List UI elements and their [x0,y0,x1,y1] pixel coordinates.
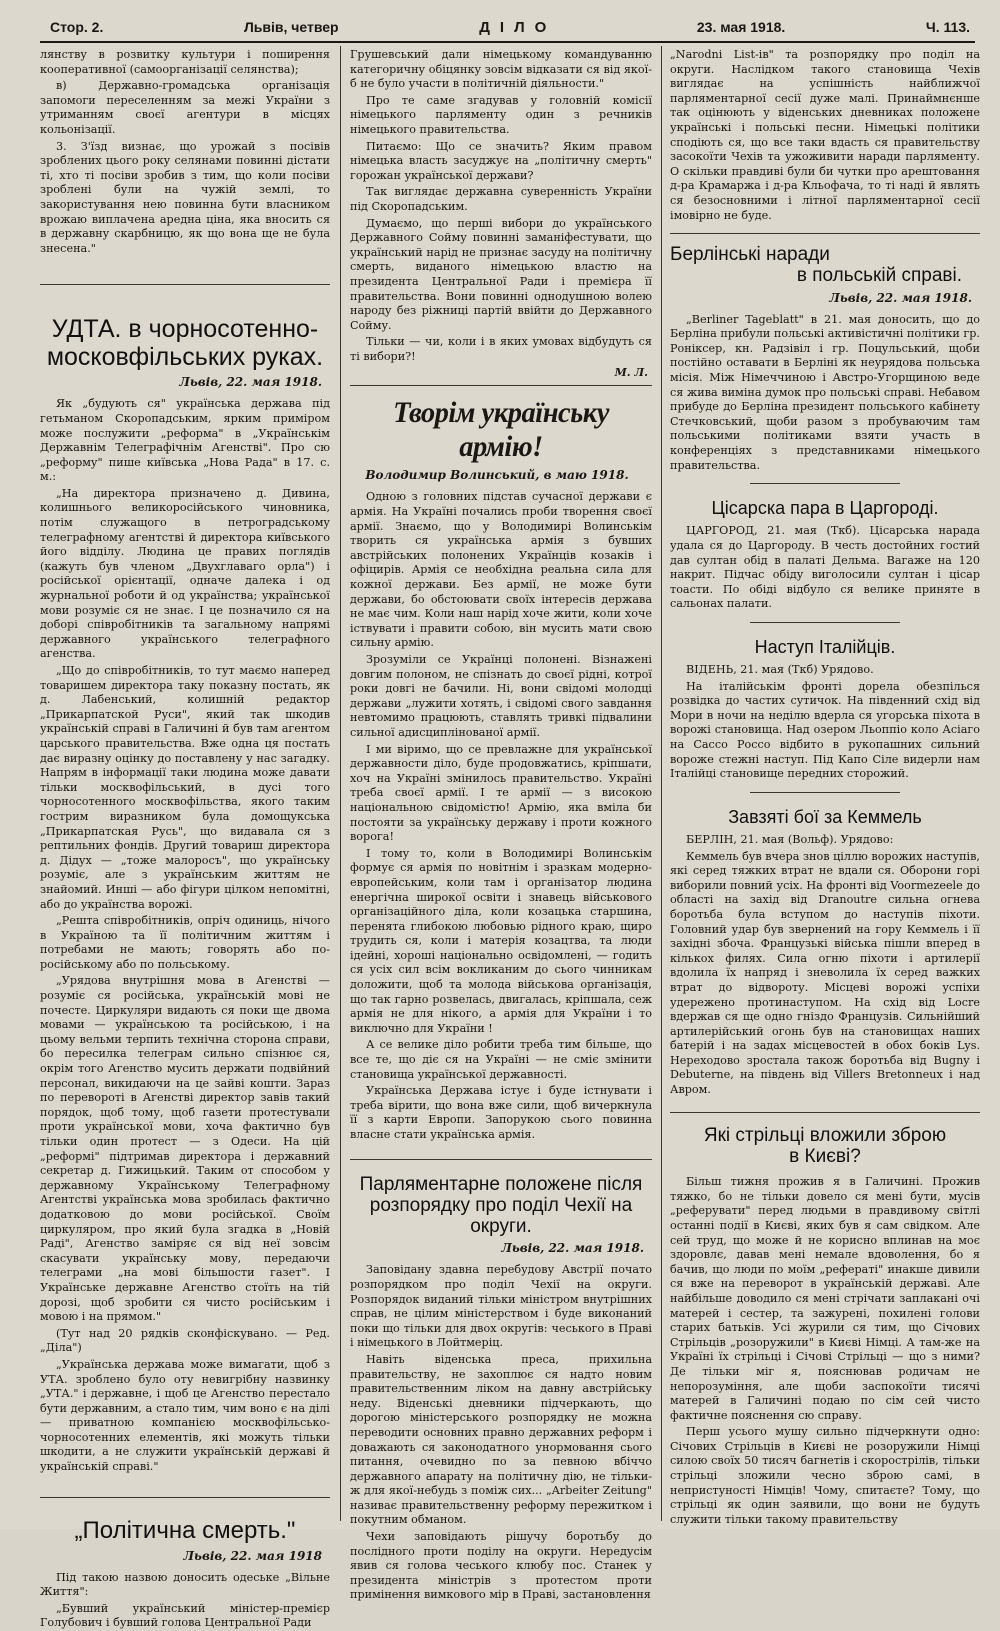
intro-paragraph: 3. З'їзд визнає, що урожай з посівів зроблених цього року селянами повинні дістати ті, хто ті посіви зробив з тим, що коли посіви зроблені були на чужій землі, то закористування нею повинна бути власником врожаю виплачена аредна ціна, яка вносить ся в державну скарбницю, як що вона ще не була знесена." [40,139,330,255]
italy-paragraph: ВІДЕНЬ, 21. мая (Ткб) Урядово. [686,663,874,677]
newspaper-title: ДІЛО [479,18,557,36]
column-2 [350,48,652,1602]
riflemen-headline: Які стрільці вложили зброю в Києві? [703,1124,947,1167]
parliament-dateline: Львів, 22. мая 1918. [501,1241,644,1256]
politics-paragraph: Грушевський дали німецькому командуванню категоричну обіцянку зовсім відказати ся від якої-б не було участи в політичній діяльности." [350,48,652,91]
political-death-paragraph: Під такою назвою доносить одеське „Вільне Життя": [40,1570,330,1599]
army-paragraph: А се велике діло робити треба тим більше, що все те, що діє ся на Україні — не сміє змінити становища української державності. [350,1038,652,1081]
article-separator [350,1159,652,1160]
army-headline: Творім українську армію! [393,396,609,464]
political-death-headline: „Політична смерть." [74,1516,296,1544]
article-separator [350,385,652,386]
udta-paragraph: Як „будують ся" українська держава під гетьманом Скоропадським, ярким приміром може послужити „реформа" в „Українськім Державнім Телеграфічнім Агенстві". Про сю „реформу" пише київська „Нова Рада" в 17. с. м.: [40,397,330,484]
italy-headline: Наступ Італійців. [754,636,896,657]
parliament-paragraph: Навіть віденська преса, прихильна правительству, не захоплює ся надто новим правительственним ліком на давну австрійську неду. Віденські дневники підчеркають, що дорогою міністерського розпорядку не можна переводити основних правно державних реформ і доважають ся законодатного унормовання сього питання, очевидно по за певною вбіччо державного апарату на політичну дію, не тільки-ж для якої-небудь з поміж сих... „Arbeiter Zeitung" називає правительственну реформу пережитком і покутним обманом. [350,1352,652,1527]
parliament-paragraph: Заповідану здавна перебудову Австрії почато розпорядком про поділ Чехії на округи. Розпорядок виданий тільки міністром внутрішних справ, не цілим міністерством і буде виконаний поки що тільки для двох округів: чеського в Праві і німецького в Лойтмеріц. [350,1263,652,1350]
column-3 [670,48,980,1526]
kemmel-paragraph: БЕРЛІН, 21. мая (Вольф). Урядово: [686,832,894,846]
udta-paragraph: „Що до співробітників, то тут маємо наперед товаришем директора таку показну постать, як д. Лабенський, колишній редактор „Прикарпатской Руси", який так шкодив українській справі в Галичині й був там агентом царського правительства. Вже одна ця постать дає виразну оцінку до поставлену у нас загадку. Напрям в інформації таки людина може давати тільки москвофільський, в дусі того чорносотенного москвофільства, якого таким гострим виразником була домощукська „Прикарпатская Русь", що видавала ся з рептильних фондів. Другий товариш директора д. Дідух — „тоже малоросъ", що українську розуміє, але з українським життям не знайомий. Инші — або фігури цілком непомітні, або до українства ворожі. [40,664,330,911]
intro-paragraph: в) Державно-громадська організація запомоги переселенням за межі України з утриманням своєї агентури в місцях кольонізації. [40,79,330,136]
author-signature: М. Л. [614,366,648,380]
italy-paragraph: На італійськім фронті дорела обезпілься розвідка до частих сутичок. На південний схід від Мори в ночи на неділю вдерла ся угорська піхота в ворожі становища. Над озером Льоппіо коло Асіаго на Сассо Россо відбито в рукопашних сильний вороже стежні наступ. Під Капо Сіле видерли нам Італійці становище передних сторожий. [670,679,980,781]
politics-paragraph: Думаємо, що перші вибори до українського Державного Сойму повинні заманіфестувати, що український нарід не признає засуду на політичну смерть, виданого німецькою властю на президента Центральної Ради і премієра її правительства. Вони повинні однодушною волею народу без ріжниці партій ввійти до Державного Сойму. [350,216,652,332]
politics-paragraph: Тільки — чи, коли і в яких умовах відбудуть ся ті вибори?! [350,335,652,363]
berlin-headline: Берлінські наради в польській справі. [670,244,962,287]
header-rule [40,41,975,43]
army-paragraph: І тому то, коли в Володимирі Волинськім формує ся армія по новітнім і зразкам модерно-европейським, коли там і організатор людина енергічна широкої освіти і знавець військового організаційного діла, коли козацька старшина, перенята глибокою любовью рідного краю, щиро трудить ся, коли і матерія козацтва, та люди ідейні, хороші національно освідомлені, — годить ся усіх сил всім вокликаним до сього чинникам доложити, щоб та молода військова організація, що так гарно розвелась, двигалась, кріпшала, сеж армія не для нікого, а армія для України і то виключно для України ! [350,846,652,1035]
kemmel-headline: Завзяті бої за Кеммель [728,806,922,827]
article-separator [750,483,900,484]
politics-paragraph: Про те саме згадував у головній комісії німецького парляменту один з речників німецького правительства. [350,93,652,136]
riflemen-paragraph: Більш тижня прожив я в Галичині. Прожив тяжко, бо не тільки довело ся мені бути, мусів „реферувати" перед людьми в правдивому світлі останні події в Києві, яких був я сам свідком. Але сей труд, що може й не корисно вплинав на моє здоровлє, давав мені немале вдоволення, бо я бачив, що люди по моїм „рефераті" инакше дивили ся вже на переворот в українській державі. Але найбільше доводило ся мені стрічати заплакані очі матерей і сестер, та зажурені, похилені голови старих батьків. Усі журили ся тим, що Січових Стрільців „розоружили" в Києві Німці. А там-же на Україні їх стрільці і Січові Стрільці — що з ними? Де тільки міг я, пояснював родичам не непорозуміння, але щоби заспокоїти тисячі матерей в Галичині подаю по сім сей чисто фактичне пояснення сю справу. [670,1175,980,1422]
army-paragraph: Зрозуміли се Українці полонені. Візнажені довгим полоном, не спізнать до своєї рідні, котрої роки довгі не бачили. Ні, вони свідомі молодці держави „лужити хотять, і свідомі свого завдання невтомимо працюють, ставлять тривкі підвалини сильної адисциплінованої армії. [350,653,652,739]
page-header [50,14,970,40]
berlin-dateline: Львів, 22. мая 1918. [829,290,972,305]
politics-paragraph: Так виглядає державна суверенність України під Скоропадським. [350,185,652,213]
politics-paragraph: Питаємо: Що се значить? Яким правом німецька власть засуджує на „політичну смерть" горожан української держави? [350,139,652,182]
tsargorod-headline: Цісарска пара в Царгороді. [711,498,939,519]
issue-date: 23. мая 1918. [696,19,786,35]
article-separator [750,622,900,623]
political-death-paragraph: „Бувший український міністер-премієр Голубович і бувший голова Центральної Ради [40,1601,330,1630]
article-separator [670,1112,980,1113]
article-separator [750,792,900,793]
column-divider [340,46,341,1521]
intro-paragraph: лянству в розвитку культури і поширення кооперативної (самоорганізації селянства); [40,48,330,76]
tsargorod-paragraph: ЦАРГОРОД, 21. мая (Ткб). Цісарська нарада удала ся до Царгороду. В честь достойних гостий дав султан обід в палаті Дельма. Вагаже на 120 накрит. Підчас обіду виголосили султан і цісар тоасти. По обіді відбуло ся велике приняте в сальонах палати. [670,524,980,611]
riflemen-paragraph: Перш усього мушу сильно підчеркнути одно: Січових Стрільців в Києві не розоружили Німці силою своїх 50 тисяч багнетів і скорострілів, тільки стрільці зложили чесно зброю самі, в непристуності Німців! Чому, спитаєте? Тому, що стрільці як один заявили, що вони не будуть служити тільки такому правительству [670,1425,980,1526]
page-number: Стор. 2. [50,19,104,35]
udta-headline: УДТА. в чорносотенно- московфільських руках. [46,315,324,372]
column-divider [661,46,662,1521]
udta-paragraph: „На директора призначено д. Дивина, колишнього великоросійського чиновника, потім служащого в петроградському телеграфному агентстві й директора київського його відділу. Людина це правих поглядів (кажуть був членом „Двухглаваго орла") і російської орієнтації, одначе далека і од журнальної роботи й од українства; української мови розуміє ся не знає. І це позначило ся на доборі співробітників та загальному напрямі державного українського телеграфного агенства. [40,486,330,661]
kemmel-paragraph: Кеммель був вчера знов ціллю ворожих наступів, які серед тяжких втрат не вдали ся. Оборони горі виборили повний усіх. На фронті від Voormezeele до області на захід від Dranoutre сильна огнева боротьба була вступом до наступів піхоти. Головний удар був звернений на гору Кеммель і її західні збоча. Французькі війська пішли вперед в кількох филях. Сила огню піхоти і артилерії вдолила їх напряд і зневолила їх серед важких втрат до відвороту. Місцеві ворожі успіхи удережено протинаступом. На схід від Locre вдержав ся ще одно гніздо Французів. Сильнійший артилерійський огонь був на становищах наших батерій і на задах місцевостей в обох боків Lys. Нереходово зростала також боротьба від Bugny і Debuterne, на південь від Villers Bretonneux і над Авром. [670,849,980,1097]
article-separator [40,1497,330,1498]
parliament-paragraph: Чехи заповідають рішучу боротьбу до послідного проти поділу на округи. Нередусім явив ся голова чеського клюбу пос. Станек у президента міністрів з протестом проти примінення вимкового мір в Праві, застановлення [350,1530,652,1602]
column-1 [40,48,330,1630]
czech-paragraph: „Narodni List-iв" та розпорядку про поділ на округи. Наслідком такого становища Чехів виглядає на успішність найближчої парляментарної сесії дуже малі. Принаймнєнше так оцінюють у віденських дневниках положене українські і польські песни. Німецькі політики сподіють ся, що все таки вдасть ся правительству засокоїти Чехів та ужоживити наради парляменту. О скільки правдиві були би чутки про арештовання д-ра Крамаржа і д-ра Кльофача, то ті наді й являть ся безосновними і літної парляментарної сесії імовірно не буде. [670,48,980,222]
army-paragraph: І ми віримо, що се превлажне для української державности діло, буде продовжатись, кріпшати, хоч на Україні змінилось правительство. Україні треба своєї армії. І те армії — з високою національною свідомістю! Армію, яка вміла би постояти за українську державу і проти кожного ворога! [350,742,652,844]
udta-paragraph: „Українська держава може вимагати, щоб з УТА. зроблено було оту невигрібну назвинку „УТА." і державне, і щоб це Агенство перестало бути державним, а стало тим, чим воно є на ділі — приватною компанією москвофільсько-чорносотенних елементів, які можуть тільки шкодити, а не служити українській державі й українській справі." [40,1357,330,1474]
issue-number: Ч. 113. [925,19,970,35]
article-separator [670,233,980,234]
army-dateline: Володимир Волинський, в маю 1918. [365,468,629,483]
udta-paragraph: „Решта співробітників, опріч одиниць, нічого в Україною та її політичним життям і потребами не мають; говорять або по-російському або по польському. [40,914,330,971]
army-paragraph: Українська Держава істує і буде істнувати і треба вірити, що вона вже сили, щоб вичеркнула її з карти Европи. Запорукою сього повинна власне стати українська армія. [350,1084,652,1141]
article-separator [40,284,330,285]
army-paragraph: Одною з головних підстав сучасної держави є армія. На Україні почались проби творення своєї армії. Знаємо, що у Володимирі Волинськім творить ся українська армія з бувших австрійських полонених Українців козаків і офіцирів. Армія се необхідна реальна сила для кожної держави. Без армії, не може бути держави, бо обстоювати своїх інтересів держава не має чим. Коли наш нарід хоче жити, коли хоче іствувати і правити собою, він мусить мати свою сильну армію. [350,490,652,650]
berlin-paragraph: „Berliner Tageblatt" в 21. мая доносить, що до Берліна прибули польські активістичні політики гр. Роніксер, кн. Радзівіл і гр. Поцульський, щоби постійно оставати в Берліні як неурядова польська місія. Між Німеччиною і Австро-Угорщиною веде ся жива виміна думок про польські справі. Небавом прибуде до Берліна президент польського кабінету Стечковський, щоби разом з пробуваючим там польськими політиками взяти участь в конференціях з представниками німецького правительства. [670,312,980,472]
political-death-dateline: Львів, 22. мая 1918 [183,1548,322,1563]
udta-dateline: Львів, 22. мая 1918. [179,375,322,390]
udta-paragraph: „Урядова внутрішня мова в Агенстві — розуміє ся російська, українській мові не почесте. Циркуляри видають ся поки ще двома мовами — українською та російською, і на цьому вельми терпить технічна сторона справи, бо пересилка телеграм сильно спізнює ся, окрім того Агенство мусить держати подвійний персонал, викидаючи на це зайві кошти. Зараз по перевороті в Агенстві директор завів такий порядок, щоб тому, щоб газети протестували проти української мови, хоча фактично був тільки один протест — з Одеси. На цій „реформі" підтримав директора і державний секретар д. Гижицький. Таким от способом у державному Українському Телеграфному Агентстві українська мова зробилась фактично додатковою до мови російської. Своїм циркуляром, про який була згадка в „Новій Раді", Агенство заміряє ся від неї зовсім скасувати українську мову, передаючи телеграми „на мові більшости газет". І Українське державне Агенство стоїть на тій дорозі, щоб зробити ся чисто російським і мовою і на прямом." [40,974,330,1324]
parliament-headline: Парляментарне положене після розпорядку про поділ Чехії на округи. [359,1173,643,1238]
place-day: Львів, четвер [243,19,339,35]
censor-note: (Тут над 20 рядків сконфіскувано. — Ред. „Діла") [40,1326,330,1355]
